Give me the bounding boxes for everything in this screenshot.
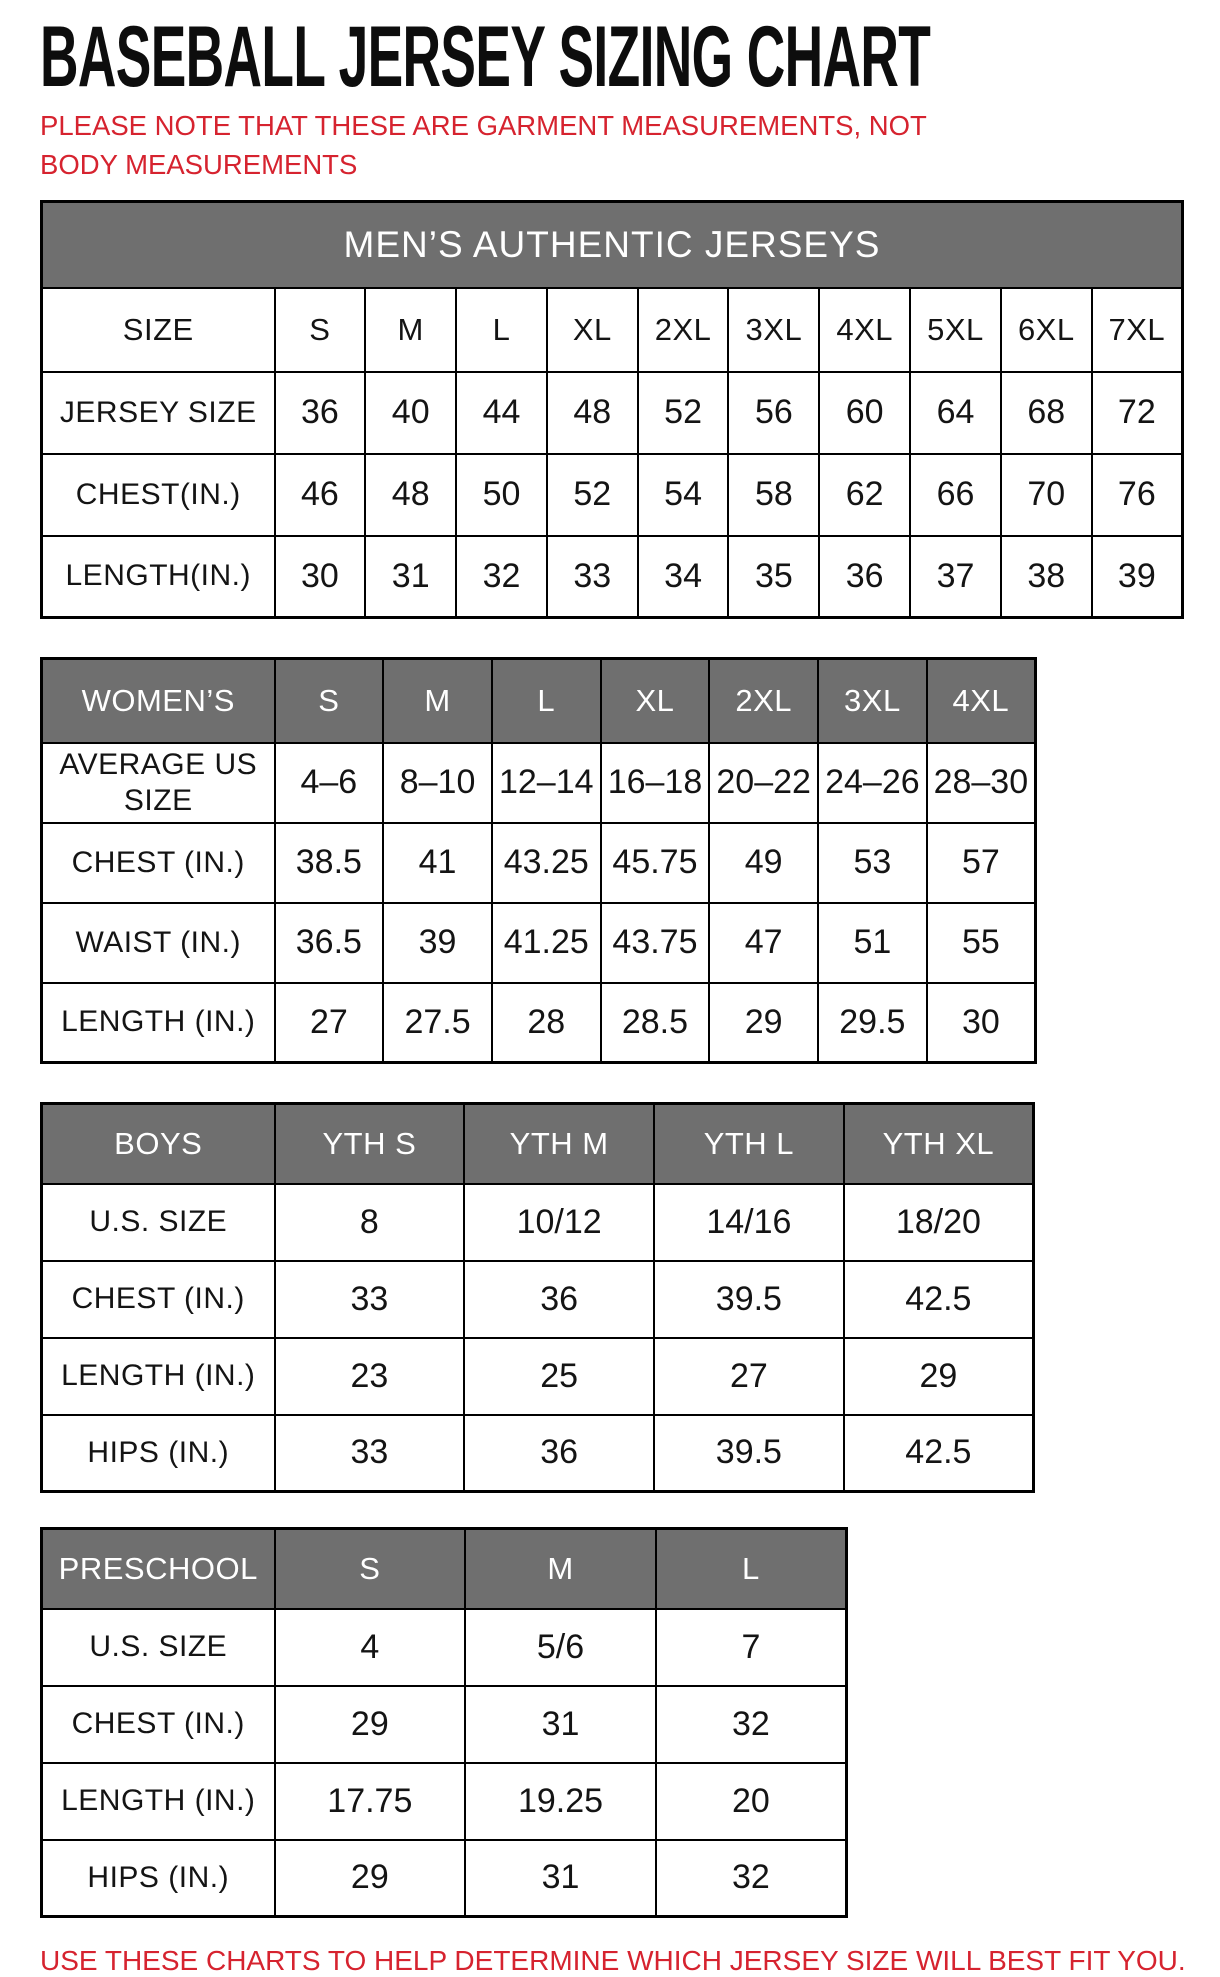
measurement-value: 19.25 — [465, 1763, 656, 1840]
page-title: BASEBALL JERSEY SIZING CHART — [40, 9, 931, 105]
size-column-header: YTH XL — [844, 1104, 1034, 1184]
measurement-value: 57 — [927, 823, 1036, 903]
measurement-value: 33 — [275, 1261, 465, 1338]
measurement-value: 49 — [709, 823, 818, 903]
size-column-header: 3XL — [818, 659, 927, 743]
row-label: CHEST (IN.) — [42, 1686, 275, 1763]
table-row — [42, 743, 1036, 823]
row-label: WAIST (IN.) — [42, 903, 275, 983]
measurement-value: 72 — [1092, 372, 1183, 454]
measurement-value: 43.25 — [492, 823, 601, 903]
size-column-header: 4XL — [927, 659, 1036, 743]
measurement-value: 16–18 — [601, 743, 710, 823]
measurement-value: 33 — [275, 1415, 465, 1492]
measurement-value: 41.25 — [492, 903, 601, 983]
measurement-value: 45.75 — [601, 823, 710, 903]
size-header-row — [42, 288, 1183, 372]
measurement-value: 41 — [383, 823, 492, 903]
table-row — [42, 1840, 847, 1917]
table-row — [42, 1261, 1034, 1338]
table-row — [42, 1686, 847, 1763]
measurement-value: 50 — [456, 454, 547, 536]
measurement-value: 42.5 — [844, 1261, 1034, 1338]
measurement-value: 4–6 — [275, 743, 384, 823]
size-column-header: 7XL — [1092, 288, 1183, 372]
measurement-value: 38 — [1001, 536, 1092, 618]
measurement-value: 27.5 — [383, 983, 492, 1063]
table-banner-title: MEN’S AUTHENTIC JERSEYS — [42, 202, 1183, 288]
measurement-value: 20–22 — [709, 743, 818, 823]
table-row — [42, 454, 1183, 536]
measurement-value: 23 — [275, 1338, 465, 1415]
size-column-header: YTH L — [654, 1104, 844, 1184]
row-label: U.S. SIZE — [42, 1184, 275, 1261]
mens-authentic-jerseys-table — [40, 200, 1184, 619]
table-row — [42, 1184, 1034, 1261]
corner-label: SIZE — [42, 288, 275, 372]
measurement-value: 44 — [456, 372, 547, 454]
corner-label: WOMEN’S — [42, 659, 275, 743]
size-column-header: XL — [547, 288, 638, 372]
measurement-value: 52 — [547, 454, 638, 536]
measurement-value: 32 — [656, 1686, 847, 1763]
size-column-header: M — [383, 659, 492, 743]
measurement-value: 28–30 — [927, 743, 1036, 823]
size-column-header: M — [365, 288, 456, 372]
size-column-header: L — [656, 1529, 847, 1609]
size-header-row — [42, 1529, 847, 1609]
measurement-value: 51 — [818, 903, 927, 983]
measurement-value: 62 — [819, 454, 910, 536]
measurement-value: 8–10 — [383, 743, 492, 823]
table-row — [42, 983, 1036, 1063]
table-row — [42, 1415, 1034, 1492]
fit-advice-note: USE THESE CHARTS TO HELP DETERMINE WHICH JERSEY SIZE WILL BEST FIT YOU. — [40, 1945, 1186, 1976]
measurement-value: 42.5 — [844, 1415, 1034, 1492]
row-label: JERSEY SIZE — [42, 372, 275, 454]
measurement-value: 28.5 — [601, 983, 710, 1063]
row-label: CHEST(IN.) — [42, 454, 275, 536]
corner-label: BOYS — [42, 1104, 275, 1184]
size-column-header: L — [456, 288, 547, 372]
size-column-header: M — [465, 1529, 656, 1609]
measurement-value: 31 — [365, 536, 456, 618]
size-header-row — [42, 659, 1036, 743]
row-label: U.S. SIZE — [42, 1609, 275, 1686]
measurement-value: 53 — [818, 823, 927, 903]
measurement-value: 32 — [456, 536, 547, 618]
measurement-value: 28 — [492, 983, 601, 1063]
corner-label: PRESCHOOL — [42, 1529, 275, 1609]
table-row — [42, 536, 1183, 618]
row-label: LENGTH (IN.) — [42, 983, 275, 1063]
measurement-value: 47 — [709, 903, 818, 983]
row-label: LENGTH (IN.) — [42, 1338, 275, 1415]
measurement-value: 36.5 — [275, 903, 384, 983]
table-row — [42, 1609, 847, 1686]
measurement-value: 25 — [464, 1338, 654, 1415]
measurement-value: 30 — [927, 983, 1036, 1063]
size-column-header: 4XL — [819, 288, 910, 372]
preschool-sizing-table — [40, 1527, 848, 1918]
size-column-header: YTH M — [464, 1104, 654, 1184]
measurement-value: 36 — [464, 1415, 654, 1492]
measurement-value: 36 — [819, 536, 910, 618]
table-row — [42, 1338, 1034, 1415]
measurement-value: 12–14 — [492, 743, 601, 823]
measurement-value: 20 — [656, 1763, 847, 1840]
measurement-value: 14/16 — [654, 1184, 844, 1261]
measurement-value: 29 — [275, 1686, 466, 1763]
size-column-header: L — [492, 659, 601, 743]
size-column-header: 5XL — [910, 288, 1001, 372]
measurement-value: 32 — [656, 1840, 847, 1917]
measurement-value: 31 — [465, 1686, 656, 1763]
measurement-value: 70 — [1001, 454, 1092, 536]
size-column-header: 6XL — [1001, 288, 1092, 372]
measurement-value: 27 — [654, 1338, 844, 1415]
measurement-value: 29.5 — [818, 983, 927, 1063]
measurement-value: 68 — [1001, 372, 1092, 454]
table-row — [42, 372, 1183, 454]
measurement-value: 24–26 — [818, 743, 927, 823]
measurement-value: 35 — [728, 536, 819, 618]
measurement-value: 46 — [275, 454, 366, 536]
measurement-value: 34 — [638, 536, 729, 618]
measurement-value: 39.5 — [654, 1415, 844, 1492]
measurement-value: 43.75 — [601, 903, 710, 983]
size-header-row — [42, 1104, 1034, 1184]
table-row — [42, 823, 1036, 903]
measurement-value: 39.5 — [654, 1261, 844, 1338]
measurement-value: 52 — [638, 372, 729, 454]
table-row — [42, 1763, 847, 1840]
measurement-value: 36 — [464, 1261, 654, 1338]
measurement-value: 36 — [275, 372, 366, 454]
size-column-header: 2XL — [709, 659, 818, 743]
size-column-header: S — [275, 1529, 466, 1609]
measurement-value: 48 — [547, 372, 638, 454]
measurement-value: 18/20 — [844, 1184, 1034, 1261]
size-column-header: 3XL — [728, 288, 819, 372]
size-column-header: YTH S — [275, 1104, 465, 1184]
measurement-value: 29 — [275, 1840, 466, 1917]
measurement-value: 4 — [275, 1609, 466, 1686]
size-column-header: S — [275, 659, 384, 743]
measurement-value: 54 — [638, 454, 729, 536]
measurement-value: 29 — [709, 983, 818, 1063]
measurement-value: 60 — [819, 372, 910, 454]
row-label: AVERAGE US SIZE — [42, 743, 275, 823]
womens-sizing-table — [40, 657, 1037, 1064]
measurement-value: 29 — [844, 1338, 1034, 1415]
measurement-value: 7 — [656, 1609, 847, 1686]
row-label: HIPS (IN.) — [42, 1840, 275, 1917]
measurement-value: 27 — [275, 983, 384, 1063]
measurement-value: 55 — [927, 903, 1036, 983]
measurement-value: 38.5 — [275, 823, 384, 903]
boys-sizing-table — [40, 1102, 1035, 1493]
measurement-value: 33 — [547, 536, 638, 618]
measurement-value: 76 — [1092, 454, 1183, 536]
measurement-value: 39 — [1092, 536, 1183, 618]
measurement-value: 10/12 — [464, 1184, 654, 1261]
row-label: CHEST (IN.) — [42, 823, 275, 903]
size-column-header: 2XL — [638, 288, 729, 372]
row-label: LENGTH(IN.) — [42, 536, 275, 618]
size-column-header: S — [275, 288, 366, 372]
measurement-value: 37 — [910, 536, 1001, 618]
table-banner-row — [42, 202, 1183, 288]
table-row — [42, 903, 1036, 983]
measurement-value: 40 — [365, 372, 456, 454]
measurement-value: 64 — [910, 372, 1001, 454]
row-label: LENGTH (IN.) — [42, 1763, 275, 1840]
row-label: HIPS (IN.) — [42, 1415, 275, 1492]
measurement-value: 30 — [275, 536, 366, 618]
measurement-value: 5/6 — [465, 1609, 656, 1686]
measurement-value: 17.75 — [275, 1763, 466, 1840]
size-column-header: XL — [601, 659, 710, 743]
measurement-value: 66 — [910, 454, 1001, 536]
measurement-value: 39 — [383, 903, 492, 983]
measurement-value: 8 — [275, 1184, 465, 1261]
measurement-value: 56 — [728, 372, 819, 454]
row-label: CHEST (IN.) — [42, 1261, 275, 1338]
measurement-value: 48 — [365, 454, 456, 536]
measurement-value: 31 — [465, 1840, 656, 1917]
measurement-value: 58 — [728, 454, 819, 536]
garment-measurement-note: PLEASE NOTE THAT THESE ARE GARMENT MEASUREMENTS, NOT BODY MEASUREMENTS — [40, 110, 927, 180]
